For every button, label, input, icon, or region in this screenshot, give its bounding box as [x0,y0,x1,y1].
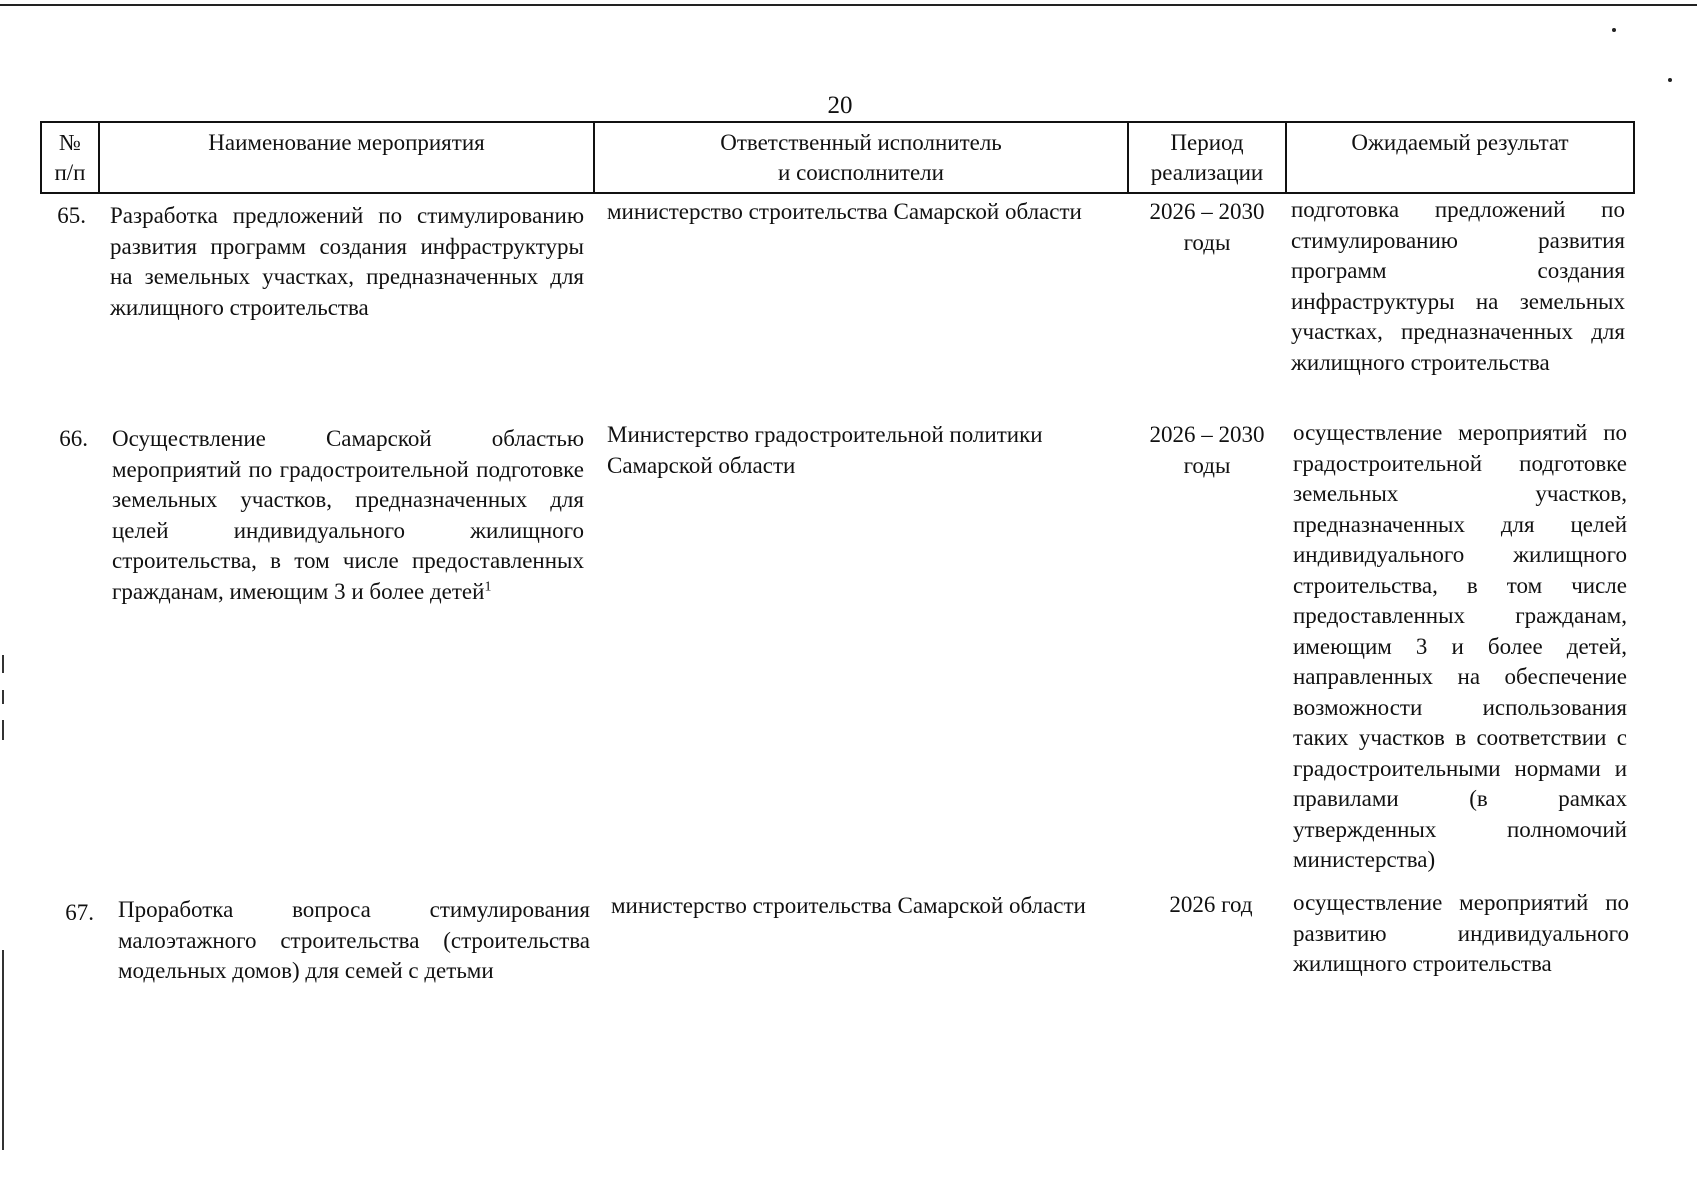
header-number [40,121,100,194]
row-responsible: министерство строительства Самарской области [607,199,1082,224]
scan-edge-mark [2,690,4,704]
row-result: подготовка предложений по стимулированию развития программ создания инфраструктуры на земельных участках, предназначенных для жилищного строительства [1291,197,1625,375]
header-responsible [593,121,1129,194]
header-responsible-line2: и соисполнители [778,160,944,185]
row-number: 67. [65,900,94,925]
scan-speck [1612,28,1616,32]
header-responsible-line1: Ответственный исполнитель [720,130,1002,155]
row-responsible: Министерство градостроительной политики Самарской области [607,422,1043,478]
header-period [1127,121,1287,194]
scan-speck [1668,78,1672,82]
page-top-border-line [0,4,1697,6]
scan-edge-mark [2,720,4,740]
page-number: 20 [827,92,853,119]
row-name: Проработка вопроса стимулирования малоэтажного строительства (строительства модельных домов) для семей с детьми [118,897,590,983]
row-result: осуществление мероприятий по развитию индивидуального жилищного строительства [1293,890,1629,976]
header-number-abbrev: п/п [54,160,86,185]
row-name-text: Осуществление Самарской областью мероприятий по градостроительной подготовке земельных участков, предназначенных для целей индивидуального жилищного строительства, в том числе предоставленных гражданам, имеющим 3 и более детей [112,426,584,604]
row-period: 2026 – 2030 годы [1149,199,1265,255]
row-number: 66. [59,426,88,451]
row-name: Разработка предложений по стимулированию развития программ создания инфраструктуры на земельных участках, предназначенных для жилищного строительства [110,203,584,320]
header-period-line1: Период [1170,130,1244,155]
header-period-line2: реализации [1150,160,1264,185]
row-responsible: министерство строительства Самарской области [611,893,1086,918]
header-name: Наименование мероприятия [98,121,595,194]
footnote-marker: 1 [484,578,492,594]
scan-edge-mark [2,950,4,1150]
row-period: 2026 год [1169,892,1253,917]
row-period: 2026 – 2030 годы [1149,422,1265,478]
row-name [112,424,584,607]
scan-edge-mark [2,655,4,673]
header-number-symbol: № [59,130,81,155]
row-number: 65. [57,203,86,228]
header-result: Ожидаемый результат [1285,121,1635,194]
row-result: осуществление мероприятий по градостроительной подготовке земельных участков, предназначенных для целей индивидуального жилищного строительства, в том числе предоставленных гражданам, имеющим 3 и более детей, направленных на обеспечение возможности использования таких участков в соответствии с градостроительными нормами и правилами (в рамках утвержденных полномочий министерства) [1293,420,1627,872]
